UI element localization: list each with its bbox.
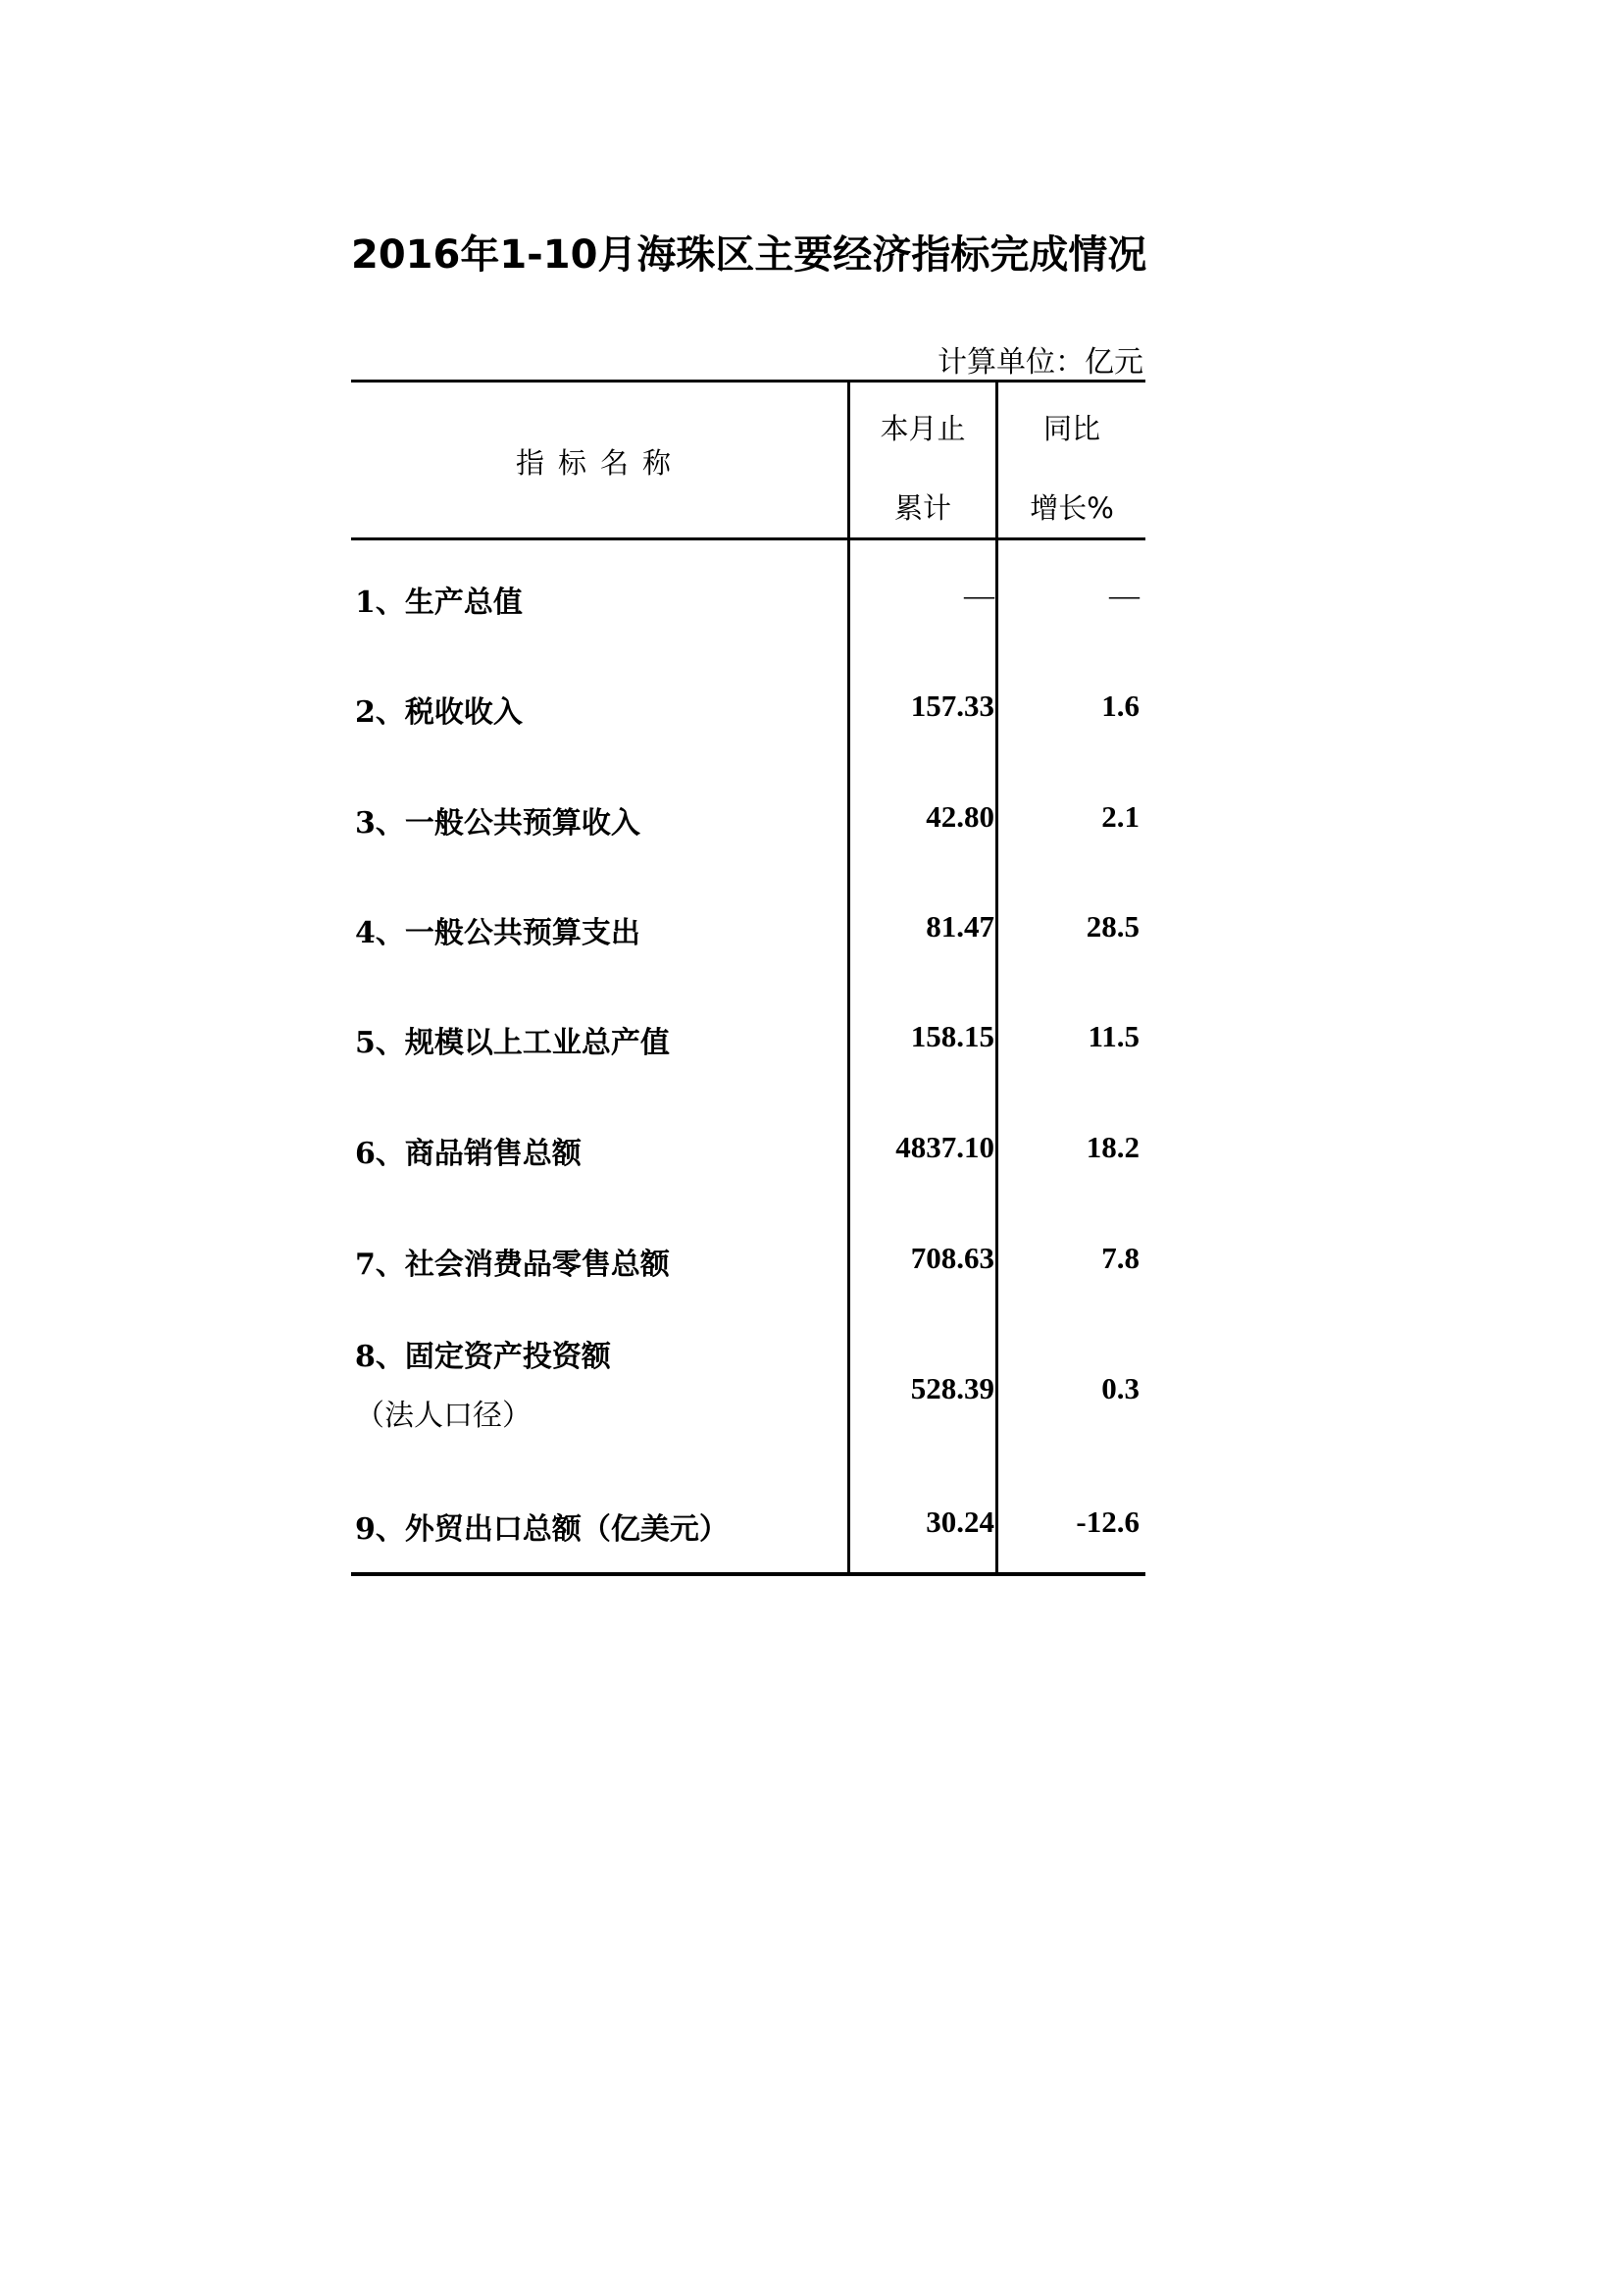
row-9-name: 9、外贸出口总额（亿美元） <box>355 1512 729 1547</box>
header-growth-line2: 增长% <box>1030 491 1114 525</box>
row-2-growth: 1.6 <box>1101 689 1140 723</box>
row-3-cumulative: 42.80 <box>926 799 994 834</box>
table-top-rule <box>351 380 1145 383</box>
row-6-growth: 18.2 <box>1086 1130 1140 1164</box>
row-1-cumulative: — <box>964 578 994 612</box>
row-3-name: 3、一般公共预算收入 <box>355 806 640 841</box>
row-4-cumulative: 81.47 <box>926 909 994 944</box>
row-2-name: 2、税收收入 <box>355 695 523 730</box>
row-7-name: 7、社会消费品零售总额 <box>355 1248 670 1282</box>
header-cumulative-line1: 本月止 <box>880 412 966 445</box>
header-bottom-rule <box>351 537 1145 540</box>
row-8-growth: 0.3 <box>1101 1371 1140 1405</box>
row-7-growth: 7.8 <box>1101 1241 1140 1275</box>
row-5-growth: 11.5 <box>1088 1019 1140 1053</box>
row-6-name: 6、商品销售总额 <box>355 1137 582 1171</box>
row-6-cumulative: 4837.10 <box>895 1130 994 1164</box>
table-bottom-rule <box>351 1572 1145 1576</box>
row-2-cumulative: 157.33 <box>910 689 994 723</box>
header-cumulative-line2: 累计 <box>893 491 951 525</box>
row-8-name-line2: （法人口径） <box>355 1399 532 1433</box>
unit-label: 计算单位：亿元 <box>938 345 1143 380</box>
row-9-cumulative: 30.24 <box>926 1505 994 1539</box>
row-4-name: 4、一般公共预算支出 <box>355 916 640 950</box>
row-1-name: 1、生产总值 <box>355 586 523 620</box>
row-5-cumulative: 158.15 <box>910 1019 994 1053</box>
header-indicator-name: 指标名称 <box>515 446 685 480</box>
row-8-name: 8、固定资产投资额 <box>355 1340 611 1374</box>
row-9-growth: -12.6 <box>1076 1505 1140 1539</box>
page-title: 2016年1-10月海珠区主要经济指标完成情况 <box>351 232 1147 278</box>
row-5-name: 5、规模以上工业总产值 <box>355 1026 670 1060</box>
row-7-cumulative: 708.63 <box>910 1241 994 1275</box>
row-4-growth: 28.5 <box>1086 909 1140 944</box>
header-growth-line1: 同比 <box>1042 412 1100 445</box>
row-8-cumulative: 528.39 <box>910 1371 994 1405</box>
row-3-growth: 2.1 <box>1101 799 1140 834</box>
column-divider-2 <box>995 380 998 1574</box>
row-1-growth: — <box>1109 578 1140 612</box>
